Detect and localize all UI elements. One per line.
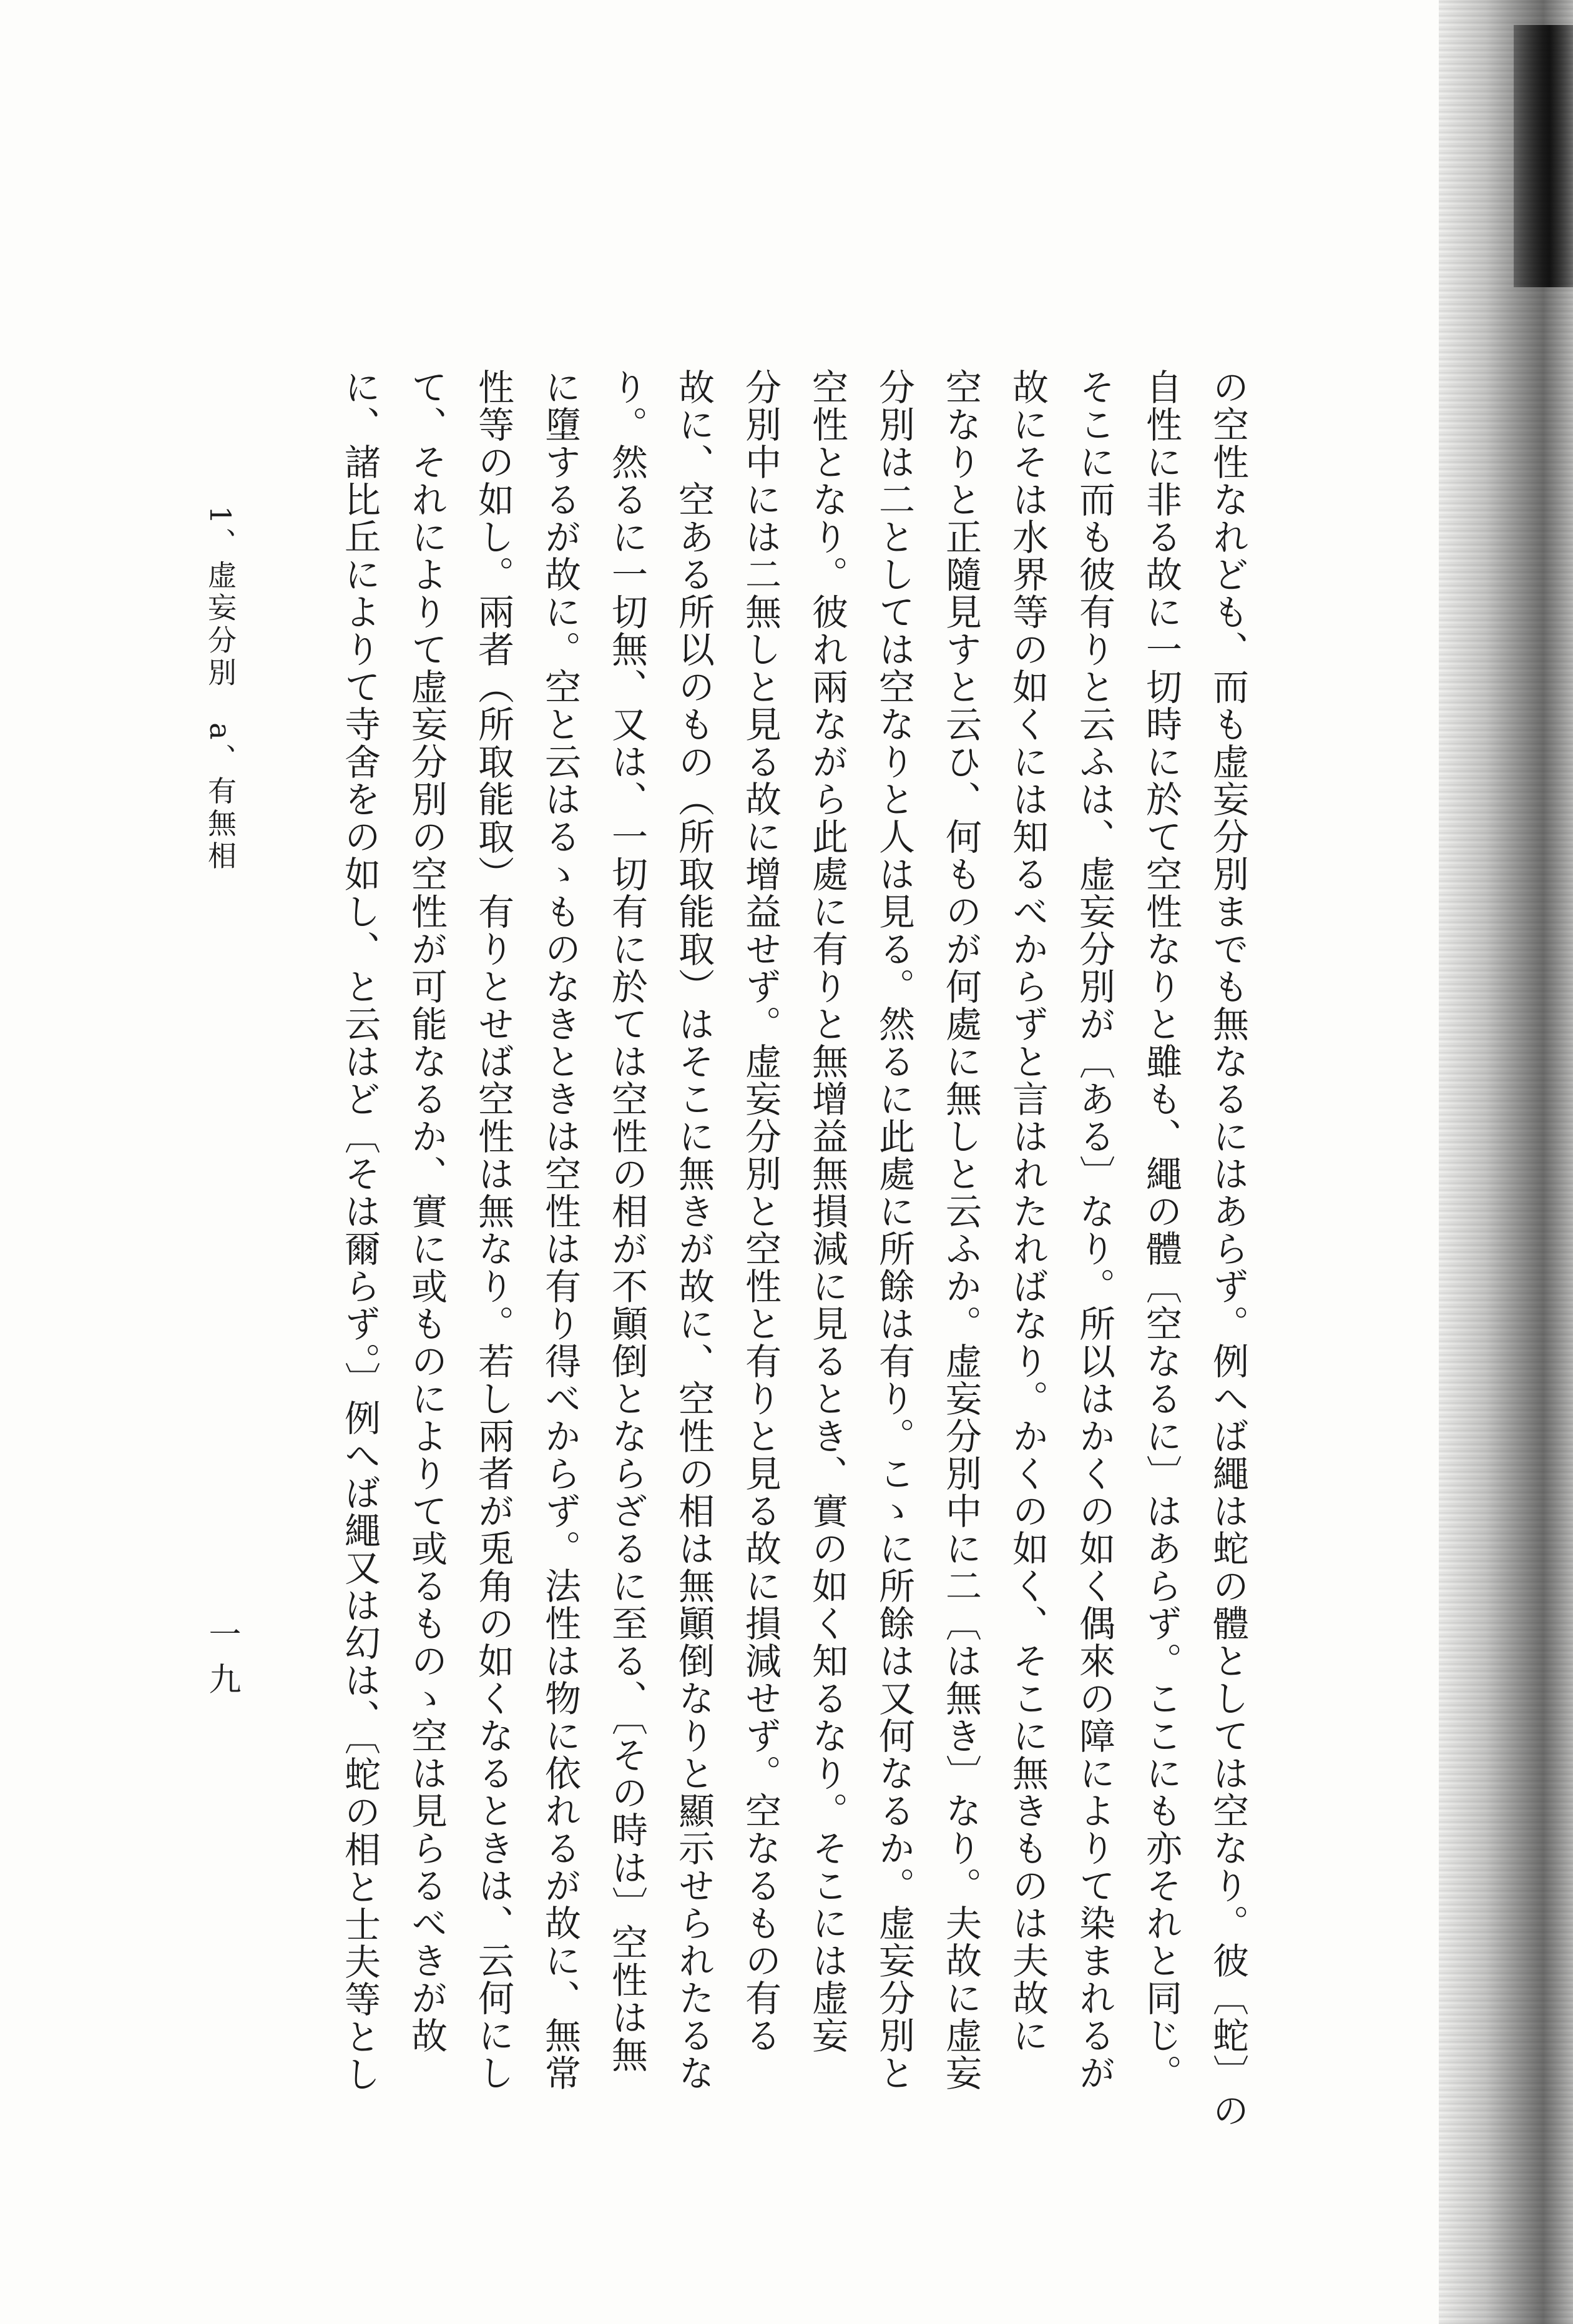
body-line: 分別中には二無しと見る故に增益せず。虚妄分別と空性と有りと見る故に損減せず。空なるもの有る: [739, 368, 782, 2054]
body-line: に墮するが故に。空と云はるゝものなきときは空性は有り得べからず。法性は物に依れるが故に、無常: [539, 368, 581, 2092]
body-line: そこに而も彼有りと云ふは、虚妄分別が〔ある〕なり。所以はかくの如く偶來の障によりて染まれるが: [1073, 368, 1115, 2092]
page-number: 一九: [203, 1617, 240, 1707]
scan-binding-edge: [1439, 0, 1573, 2324]
scan-binding-shadow: [1514, 25, 1573, 287]
running-header: 1、虚妄分別 a、有無相: [203, 506, 237, 874]
body-line: り。然るに一切無、又は、一切有に於ては空性の相が不顚倒とならざるに至る、〔その時は〕空性は無: [605, 368, 648, 2074]
body-line: 故にそは水界等の如くには知るべからずと言はれたればなり。かくの如く、そこに無きものは夫故に: [1006, 368, 1049, 2054]
body-line: 性等の如し。兩者（所取能取）有りとせば空性は無なり。若し兩者が兎角の如くなるときは、云何にし: [472, 368, 514, 2092]
body-line: 故に、空ある所以のもの（所取能取）はそこに無きが故に、空性の相は無顚倒なりと顯示せられたるな: [672, 368, 715, 2092]
body-text: [326, 368, 1261, 2129]
body-line: 自性に非る故に一切時に於て空性なりと雖も、繩の體〔空なるに〕はあらず。ここにも亦それと同じ。: [1140, 368, 1182, 2092]
body-line: に、諸比丘によりて寺舍をの如し、と云はど〔そは爾らず。〕例へば繩又は幻は、〔蛇の相と士夫等とし: [338, 368, 381, 2093]
body-line: の空性なれども、而も虚妄分別までも無なるにはあらず。例へば繩は蛇の體としては空なり。彼〔蛇〕の: [1207, 368, 1249, 2129]
body-line: て、それによりて虚妄分別の空性が可能なるか、實に或ものによりて或るものゝ空は見らるべきが故: [405, 368, 448, 2054]
body-line: 分別は二としては空なりと人は見る。然るに此處に所餘は有り。こゝに所餘は又何なるか。虚妄分別と: [873, 368, 915, 2092]
body-line: 空なりと正隨見すと云ひ、何ものが何處に無しと云ふか。虚妄分別中に二〔は無き〕なり。夫故に虚妄: [939, 368, 982, 2092]
body-line: 空性となり。彼れ兩ながら此處に有りと無增益無損減に見るとき、實の如く知るなり。そこには虚妄: [806, 368, 848, 2054]
